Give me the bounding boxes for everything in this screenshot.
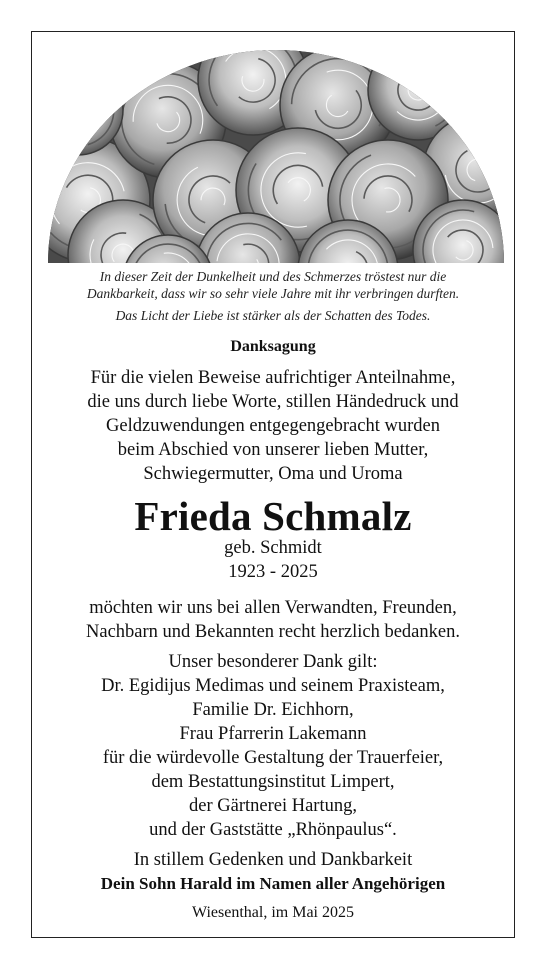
intro-line: Schwiegermutter, Oma und Uroma (143, 464, 403, 484)
special-line: Familie Dr. Eichhorn, (192, 700, 354, 720)
quote-motto: Das Licht der Liebe ist stärker als der Schatten des Todes. (115, 308, 431, 323)
thanks-line: Nachbarn und Bekannten recht herzlich bedanken. (86, 622, 460, 642)
quote-line: In dieser Zeit der Dunkelheit und des Schmerzes tröstest nur die (99, 269, 447, 284)
special-line: Dr. Egidijus Medimas und seinem Praxisteam, (101, 676, 445, 696)
closing-text: In stillem Gedenken und Dankbarkeit (133, 850, 413, 870)
place-date: Wiesenthal, im Mai 2025 (192, 904, 354, 921)
heading: Danksagung (230, 338, 316, 355)
intro-line: die uns durch liebe Worte, stillen Händedruck und (87, 392, 459, 412)
special-line: Unser besonderer Dank gilt: (168, 652, 378, 672)
thanks-text (31, 596, 515, 644)
special-line: und der Gaststätte „Rhönpaulus“. (149, 820, 397, 840)
deceased-name: Frieda Schmalz (134, 493, 412, 539)
special-line: Frau Pfarrerin Lakemann (179, 724, 367, 744)
intro-line: Geldzuwendungen entgegengebracht wurden (106, 416, 440, 436)
special-line: der Gärtnerei Hartung, (189, 796, 357, 816)
quote-line: Dankbarkeit, dass wir so sehr viele Jahre mit ihr verbringen durften. (86, 286, 460, 301)
birth-name: geb. Schmidt (224, 538, 322, 558)
intro-line: Für die vielen Beweise aufrichtiger Anteilnahme, (90, 368, 456, 388)
signature: Dein Sohn Harald im Namen aller Angehörigen (100, 874, 446, 893)
special-thanks (31, 650, 515, 842)
thanks-line: möchten wir uns bei allen Verwandten, Freunden, (89, 598, 457, 618)
intro-line: beim Abschied von unserer lieben Mutter, (117, 440, 429, 460)
life-dates: 1923 - 2025 (228, 562, 318, 582)
quote-block (31, 268, 515, 324)
intro-text (31, 366, 515, 486)
deceased-details (31, 536, 515, 584)
special-line: dem Bestattungsinstitut Limpert, (151, 772, 395, 792)
special-line: für die würdevolle Gestaltung der Trauerfeier, (102, 748, 444, 768)
